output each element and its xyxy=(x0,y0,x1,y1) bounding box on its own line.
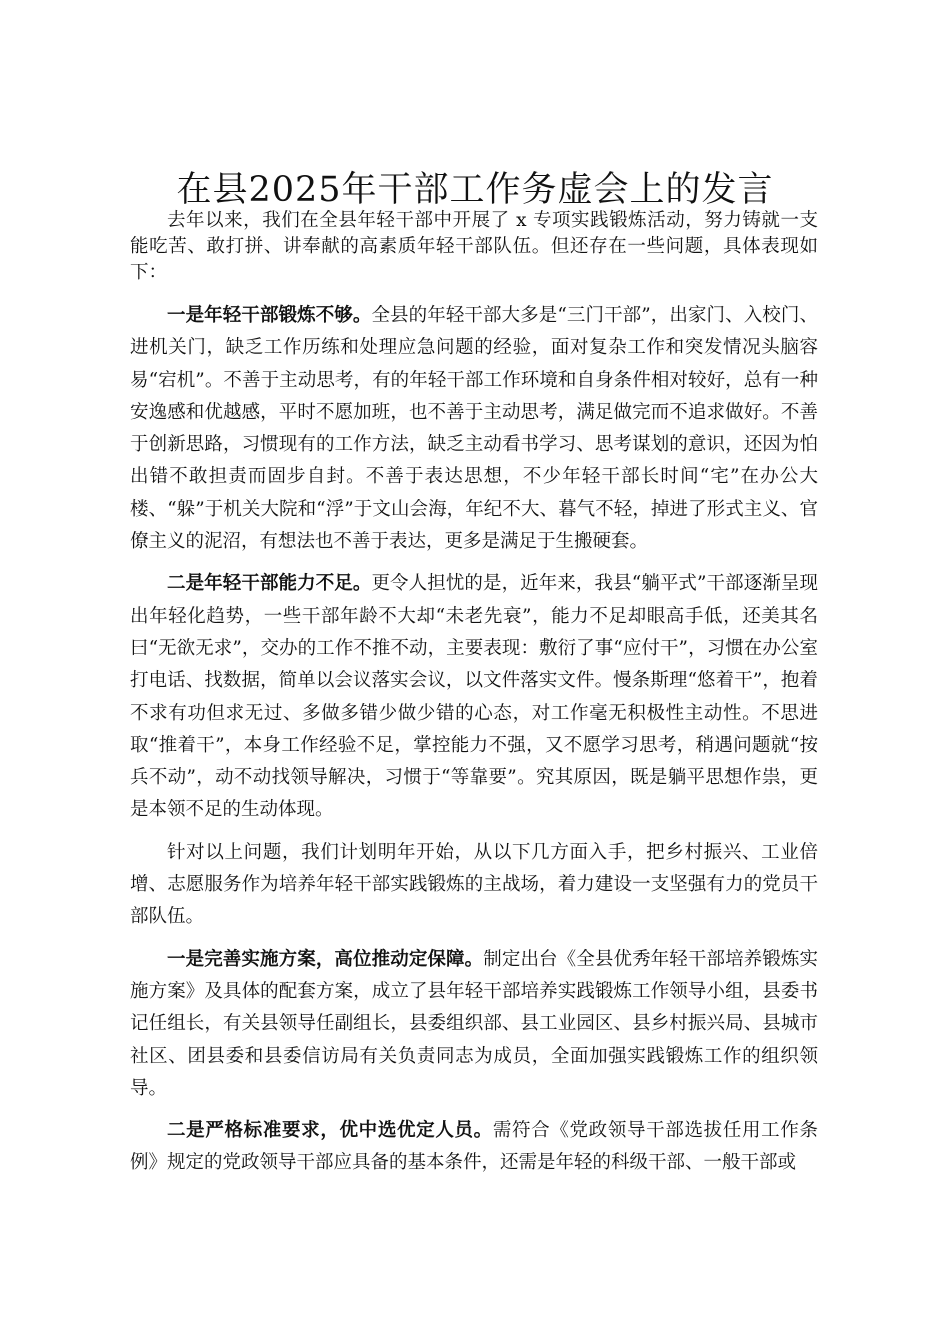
paragraph-text: 制定出台《全县优秀年轻干部培养锻炼实施方案》及具体的配套方案，成立了县年轻干部培养实践锻炼工作领导小组，县委书记任组长，有关县领导任副组长，县委组织部、县工业园区、县乡村振兴局、县城市社区、团县委和县委信访局有关负责同志为成员，全面加强实践锻炼工作的组织领导。 xyxy=(130,948,818,1099)
paragraph-text: 全县的年轻干部大多是“三门干部”，出家门、入校门、进机关门，缺乏工作历练和处理应急问题的经验，面对复杂工作和突发情况头脑容易“宕机”。不善于主动思考，有的年轻干部工作环境和自身条件相对较好，总有一种安逸感和优越感，平时不愿加班，也不善于主动思考，满足做完而不追求做好。不善于创新思路，习惯现有的工作方法，缺乏主动看书学习、思考谋划的意识，还因为怕出错不敢担责而固步自封。不善于表达思想，不少年轻干部长时间“宅”在办公大楼、“躲”于机关大院和“浮”于文山会海，年纪不大、暮气不轻，掉进了形式主义、官僚主义的泥沼，有想法也不善于表达，更多是满足于生搬硬套。 xyxy=(130,305,818,553)
paragraph-lead: 一是年轻干部锻炼不够。 xyxy=(167,305,372,326)
paragraph-text: 更令人担忧的是，近年来，我县“躺平式”干部逐渐呈现出年轻化趋势，一些干部年龄不大却“未老先衰”，能力不足却眼高手低，还美其名曰“无欲无求”，交办的工作不推不动，主要表现：敷衍了事“应付干”，习惯在办公室打电话、找数据，简单以会议落实会议，以文件落实文件。慢条斯理“悠着干”，抱着不求有功但求无过、多做多错少做少错的心态，对工作毫无积极性主动性。不思进取“推着干”，本身工作经验不足，掌控能力不强，又不愿学习思考，稍遇问题就“按兵不动”，动不动找领导解决，习惯于“等靠要”。究其原因，既是躺平思想作祟，更是本领不足的生动体现。 xyxy=(130,573,818,821)
paragraph-measure-1 xyxy=(130,944,818,1105)
paragraph-problem-1 xyxy=(130,300,818,558)
paragraph-lead: 二是年轻干部能力不足。 xyxy=(167,573,372,595)
paragraph-lead: 二是严格标准要求，优中选优定人员。 xyxy=(167,1120,493,1142)
paragraph-text: 需符合《党政领导干部选拔任用工作条例》规定的党政领导干部应具备的基本条件，还需是年轻的科级干部、一般干部或 xyxy=(130,1120,818,1174)
document-body xyxy=(130,208,818,1190)
paragraph-text: 去年以来，我们在全县年轻干部中开展了 x 专项实践锻炼活动，努力铸就一支能吃苦、敢打拼、讲奉献的高素质年轻干部队伍。但还存在一些问题，具体表现如下： xyxy=(130,210,818,283)
paragraph-lead: 一是完善实施方案，高位推动定保障。 xyxy=(167,948,484,970)
paragraph-text: 针对以上问题，我们计划明年开始，从以下几方面入手，把乡村振兴、工业倍增、志愿服务作为培养年轻干部实践锻炼的主战场，着力建设一支坚强有力的党员干部队伍。 xyxy=(130,841,818,928)
paragraph-plan-intro xyxy=(130,837,818,934)
paragraph-problem-2 xyxy=(130,568,818,826)
paragraph-intro xyxy=(130,208,818,286)
paragraph-measure-2 xyxy=(130,1115,818,1180)
document-title: 在县2025年干部工作务虚会上的发言 xyxy=(176,170,774,210)
